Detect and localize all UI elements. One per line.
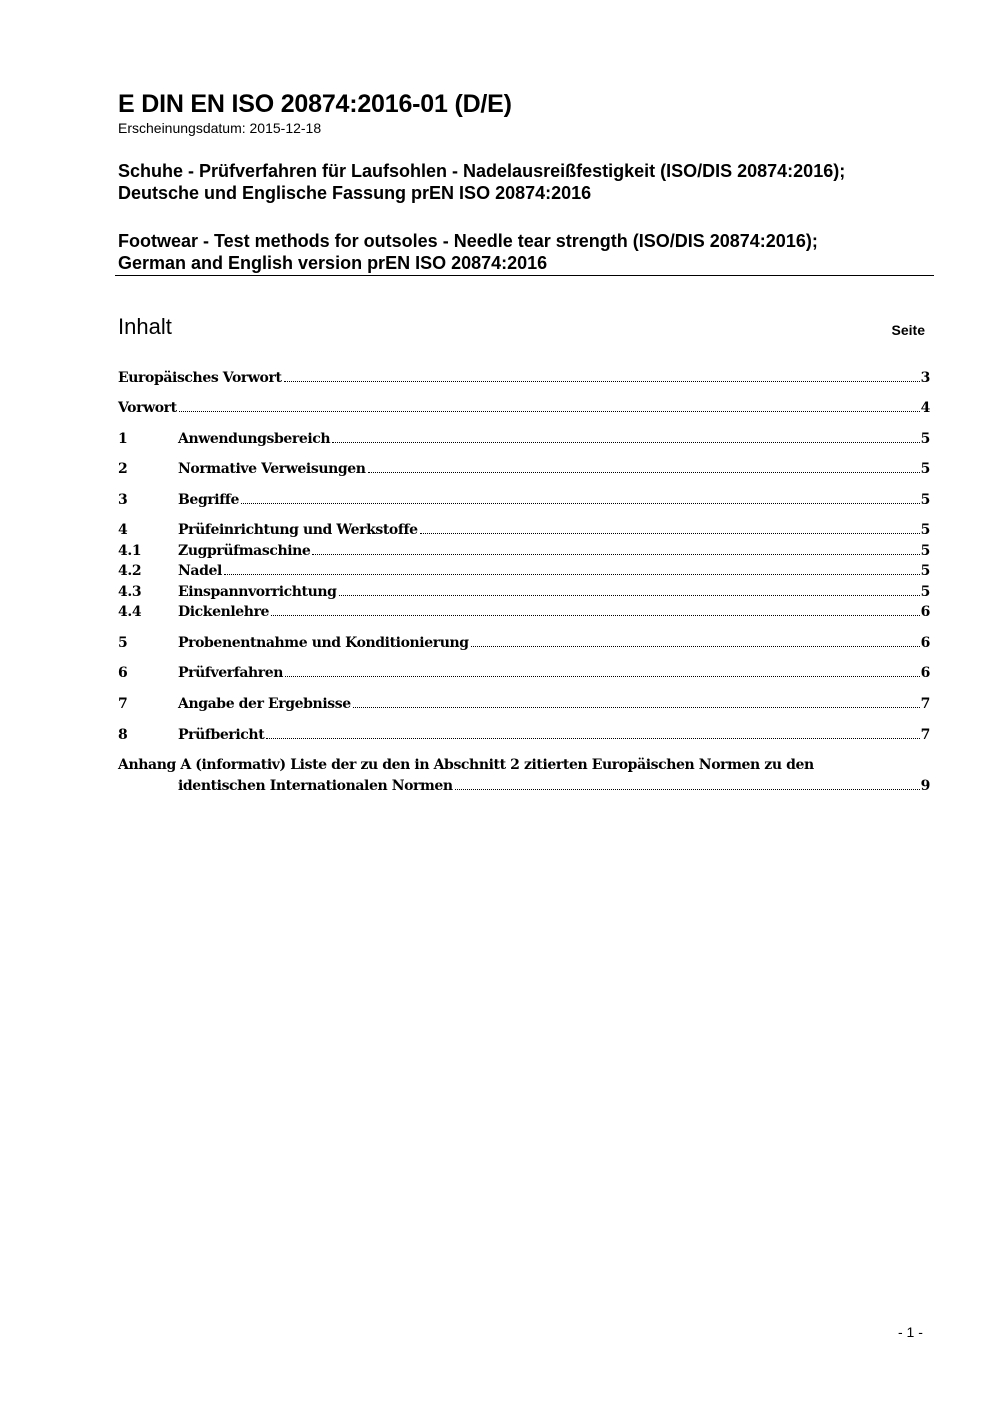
toc-entry[interactable] xyxy=(118,492,930,512)
toc-entry-label: Europäisches Vorwort xyxy=(118,370,282,386)
toc-entry-label: Nadel xyxy=(178,563,222,579)
toc-entry[interactable] xyxy=(118,431,930,451)
toc-entry[interactable] xyxy=(118,665,930,685)
toc-entry[interactable] xyxy=(118,400,930,420)
toc-entry[interactable] xyxy=(118,563,930,583)
toc-entry-label: Vorwort xyxy=(118,400,177,416)
toc-entry-label: Einspannvorrichtung xyxy=(178,584,337,600)
leader-dots xyxy=(312,544,919,555)
toc-entry-page: 5 xyxy=(920,522,930,538)
toc-entry-page: 5 xyxy=(920,543,930,559)
toc-entry-number: 4.4 xyxy=(118,604,142,620)
toc-entry-page: 6 xyxy=(920,665,930,681)
toc-entry-number: 2 xyxy=(118,461,128,477)
toc-entry-number: 4.2 xyxy=(118,563,142,579)
toc-entry-page: 6 xyxy=(920,635,930,651)
toc-entry-page: 7 xyxy=(920,727,930,743)
toc-entry-label: Probenentnahme und Konditionierung xyxy=(178,635,469,651)
toc-entry-label: Angabe der Ergebnisse xyxy=(178,696,351,712)
toc-entry[interactable] xyxy=(118,635,930,655)
toc-entry[interactable] xyxy=(118,696,930,716)
title-german-line-1: Schuhe - Prüfverfahren für Laufsohlen - Nadelausreißfestigkeit (ISO/DIS 20874:2016); xyxy=(118,161,846,181)
leader-dots xyxy=(241,493,920,504)
toc-entry-page: 5 xyxy=(920,461,930,477)
toc-entry[interactable] xyxy=(118,461,930,481)
toc-entry-page: 6 xyxy=(920,604,930,620)
toc-entry-number: 8 xyxy=(118,727,128,743)
toc-entry-page: 4 xyxy=(920,400,930,416)
toc-entry-number: 6 xyxy=(118,665,128,681)
document-id: E DIN EN ISO 20874:2016-01 (D/E) xyxy=(118,90,512,118)
toc-entry-page: 5 xyxy=(920,584,930,600)
toc-entry-number: 7 xyxy=(118,696,128,712)
toc-entry-label: Prüfverfahren xyxy=(178,665,284,681)
toc-entry-number: 3 xyxy=(118,492,128,508)
leader-dots xyxy=(368,462,920,473)
title-english xyxy=(118,230,818,274)
title-english-line-2: German and English version prEN ISO 20874:2016 xyxy=(118,253,548,273)
leader-dots xyxy=(271,605,920,616)
title-english-line-1: Footwear - Test methods for outsoles - Needle tear strength (ISO/DIS 20874:2016); xyxy=(118,231,818,251)
leader-dots xyxy=(353,697,920,708)
toc-heading: Inhalt xyxy=(118,314,172,339)
toc-entry-number: 4.1 xyxy=(118,543,142,559)
toc-entry-page: 3 xyxy=(920,370,930,386)
leader-dots xyxy=(420,523,920,534)
publication-date: Erscheinungsdatum: 2015-12-18 xyxy=(118,120,322,136)
toc-entry-number: 4 xyxy=(118,522,128,538)
leader-dots xyxy=(332,432,919,443)
leader-dots xyxy=(224,564,920,575)
toc-entry-page: 5 xyxy=(920,563,930,579)
title-german-line-2: Deutsche und Englische Fassung prEN ISO 20874:2016 xyxy=(118,183,592,203)
toc-entry-label: Anwendungsbereich xyxy=(178,431,331,447)
toc-entry-label: Normative Verweisungen xyxy=(178,461,366,477)
page-number: - 1 - xyxy=(898,1324,923,1340)
toc-entry-number: 5 xyxy=(118,635,128,651)
toc-entry-label: Prüfeinrichtung und Werkstoffe xyxy=(178,522,418,538)
toc-entry-number: 1 xyxy=(118,431,128,447)
toc-entry[interactable] xyxy=(118,522,930,542)
toc-entry[interactable] xyxy=(118,584,930,604)
toc-entry-page: 7 xyxy=(920,696,930,712)
toc-entry[interactable] xyxy=(118,604,930,624)
toc-entry[interactable] xyxy=(118,543,930,563)
toc-entry-page: 9 xyxy=(920,778,930,794)
leader-dots xyxy=(266,728,919,739)
toc-annex-label-cont: identischen Internationalen Normen xyxy=(178,778,453,794)
toc-entry-label: Dickenlehre xyxy=(178,604,270,620)
toc-entry-page: 5 xyxy=(920,431,930,447)
toc-annex-label: Anhang A (informativ) Liste der zu den in Abschnitt 2 zitierten Europäischen Normen zu den xyxy=(118,757,814,773)
toc-page-label: Seite xyxy=(891,322,925,338)
toc-entry-number: 4.3 xyxy=(118,584,142,600)
toc-entry-label: Prüfbericht xyxy=(178,727,265,743)
header-divider xyxy=(115,275,934,276)
leader-dots xyxy=(339,585,920,596)
toc-annex-line-1[interactable] xyxy=(118,757,930,777)
toc-entry[interactable] xyxy=(118,370,930,390)
leader-dots xyxy=(284,371,920,382)
leader-dots xyxy=(471,636,920,647)
toc-entry-page: 5 xyxy=(920,492,930,508)
title-german xyxy=(118,160,845,204)
toc-entry[interactable] xyxy=(118,727,930,747)
toc-entry-label: Begriffe xyxy=(178,492,239,508)
toc-annex-line-2[interactable] xyxy=(118,778,930,798)
leader-dots xyxy=(455,779,920,790)
toc-entry-label: Zugprüfmaschine xyxy=(178,543,311,559)
leader-dots xyxy=(179,401,920,412)
leader-dots xyxy=(285,666,920,677)
